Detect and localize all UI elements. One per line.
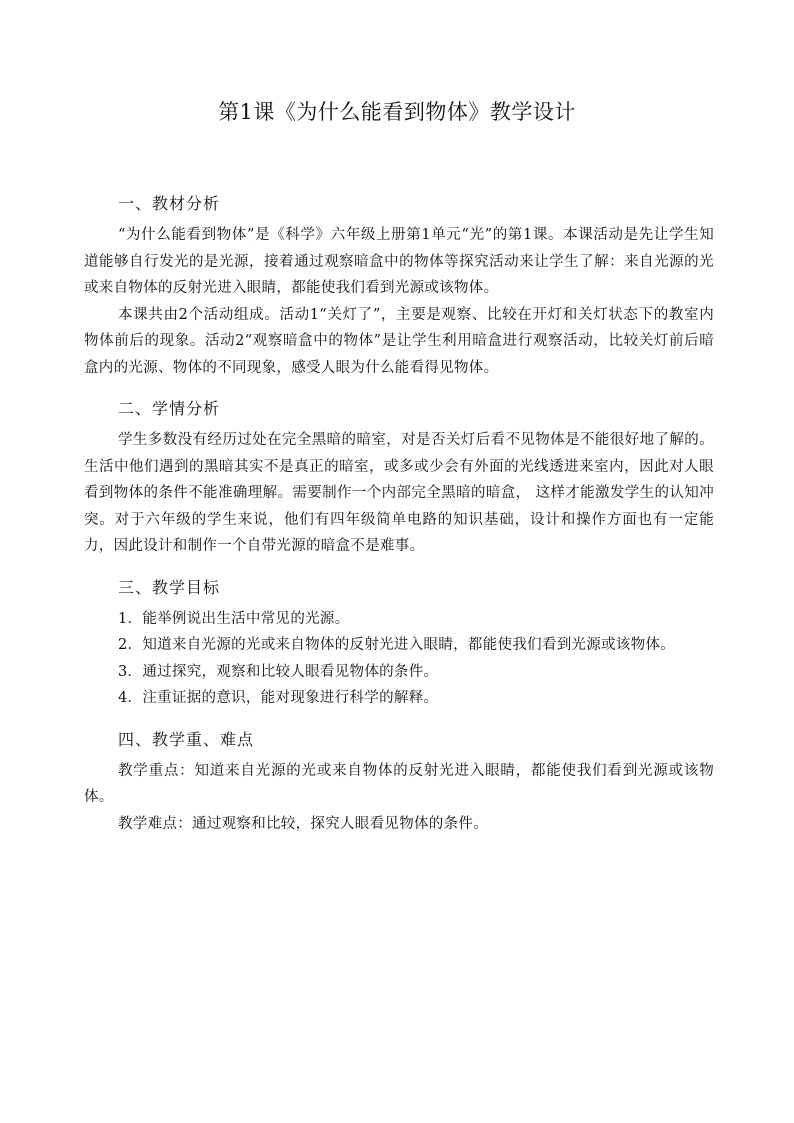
paragraph: 教学重点：知道来自光源的光或来自物体的反射光进入眼睛，都能使我们看到光源或该物体。 — [84, 762, 714, 805]
section-textbook-analysis — [84, 190, 714, 381]
section-heading: 二、学情分析 — [118, 399, 221, 418]
section-heading: 四、教学重、难点 — [118, 729, 255, 749]
section-key-difficult-points — [84, 726, 714, 838]
section-heading: 三、教学目标 — [118, 577, 221, 597]
document-body — [84, 190, 714, 837]
paragraph: 本课共由2个活动组成。活动1“关灯了”，主要是观察、比较在开灯和关灯状态下的教室内物体前后的现象。活动2“观察暗盒中的物体”是让学生利用暗盒进行观察活动，比较关灯前后暗盒内的光源、物体的不同现象，感受人眼为什么能看得见物体。 — [84, 306, 714, 376]
paragraph: 学生多数没有经历过处在完全黑暗的暗室，对是否关灯后看不见物体是不能很好地了解的。生活中他们遇到的黑暗其实不是真正的暗室，或多或少会有外面的光线透进来室内，因此对人眼看到物体的条件不能准确理解。需要制作一个内部完全黑暗的暗盒， 这样才能激发学生的认知冲突。对于六年级的学生来说，他们有四年级简单电路的知识基础，设计和操作方面也有一定能力，因此设计和制作一个自带光源的暗盒不是难事。 — [84, 432, 714, 554]
paragraph: 教学难点：通过观察和比较，探究人眼看见物体的条件。 — [118, 815, 488, 832]
paragraph: “为什么能看到物体”是《科学》六年级上册第1单元“光”的第1课。本课活动是先让学生知道能够自行发光的是光源，接着通过观察暗盒中的物体等探究活动来让学生了解：来自光源的光或来自物体的反射光进入眼睛，都能使我们看到光源或该物体。 — [84, 227, 714, 296]
section-teaching-objectives — [84, 574, 714, 712]
list-item: 1．能举例说出生活中常见的光源。 — [118, 610, 350, 627]
list-item: 4．注重证据的意识，能对现象进行科学的解释。 — [118, 690, 439, 706]
section-heading: 一、教材分析 — [118, 194, 221, 213]
section-student-analysis — [84, 395, 714, 560]
list-item: 2．知道来自光源的光或来自物体的反射光进入眼睛，都能使我们看到光源或该物体。 — [118, 637, 676, 653]
list-item: 3．通过探究，观察和比较人眼看见物体的条件。 — [118, 663, 439, 680]
document-title: 第1课《为什么能看到物体》教学设计 — [218, 100, 576, 124]
